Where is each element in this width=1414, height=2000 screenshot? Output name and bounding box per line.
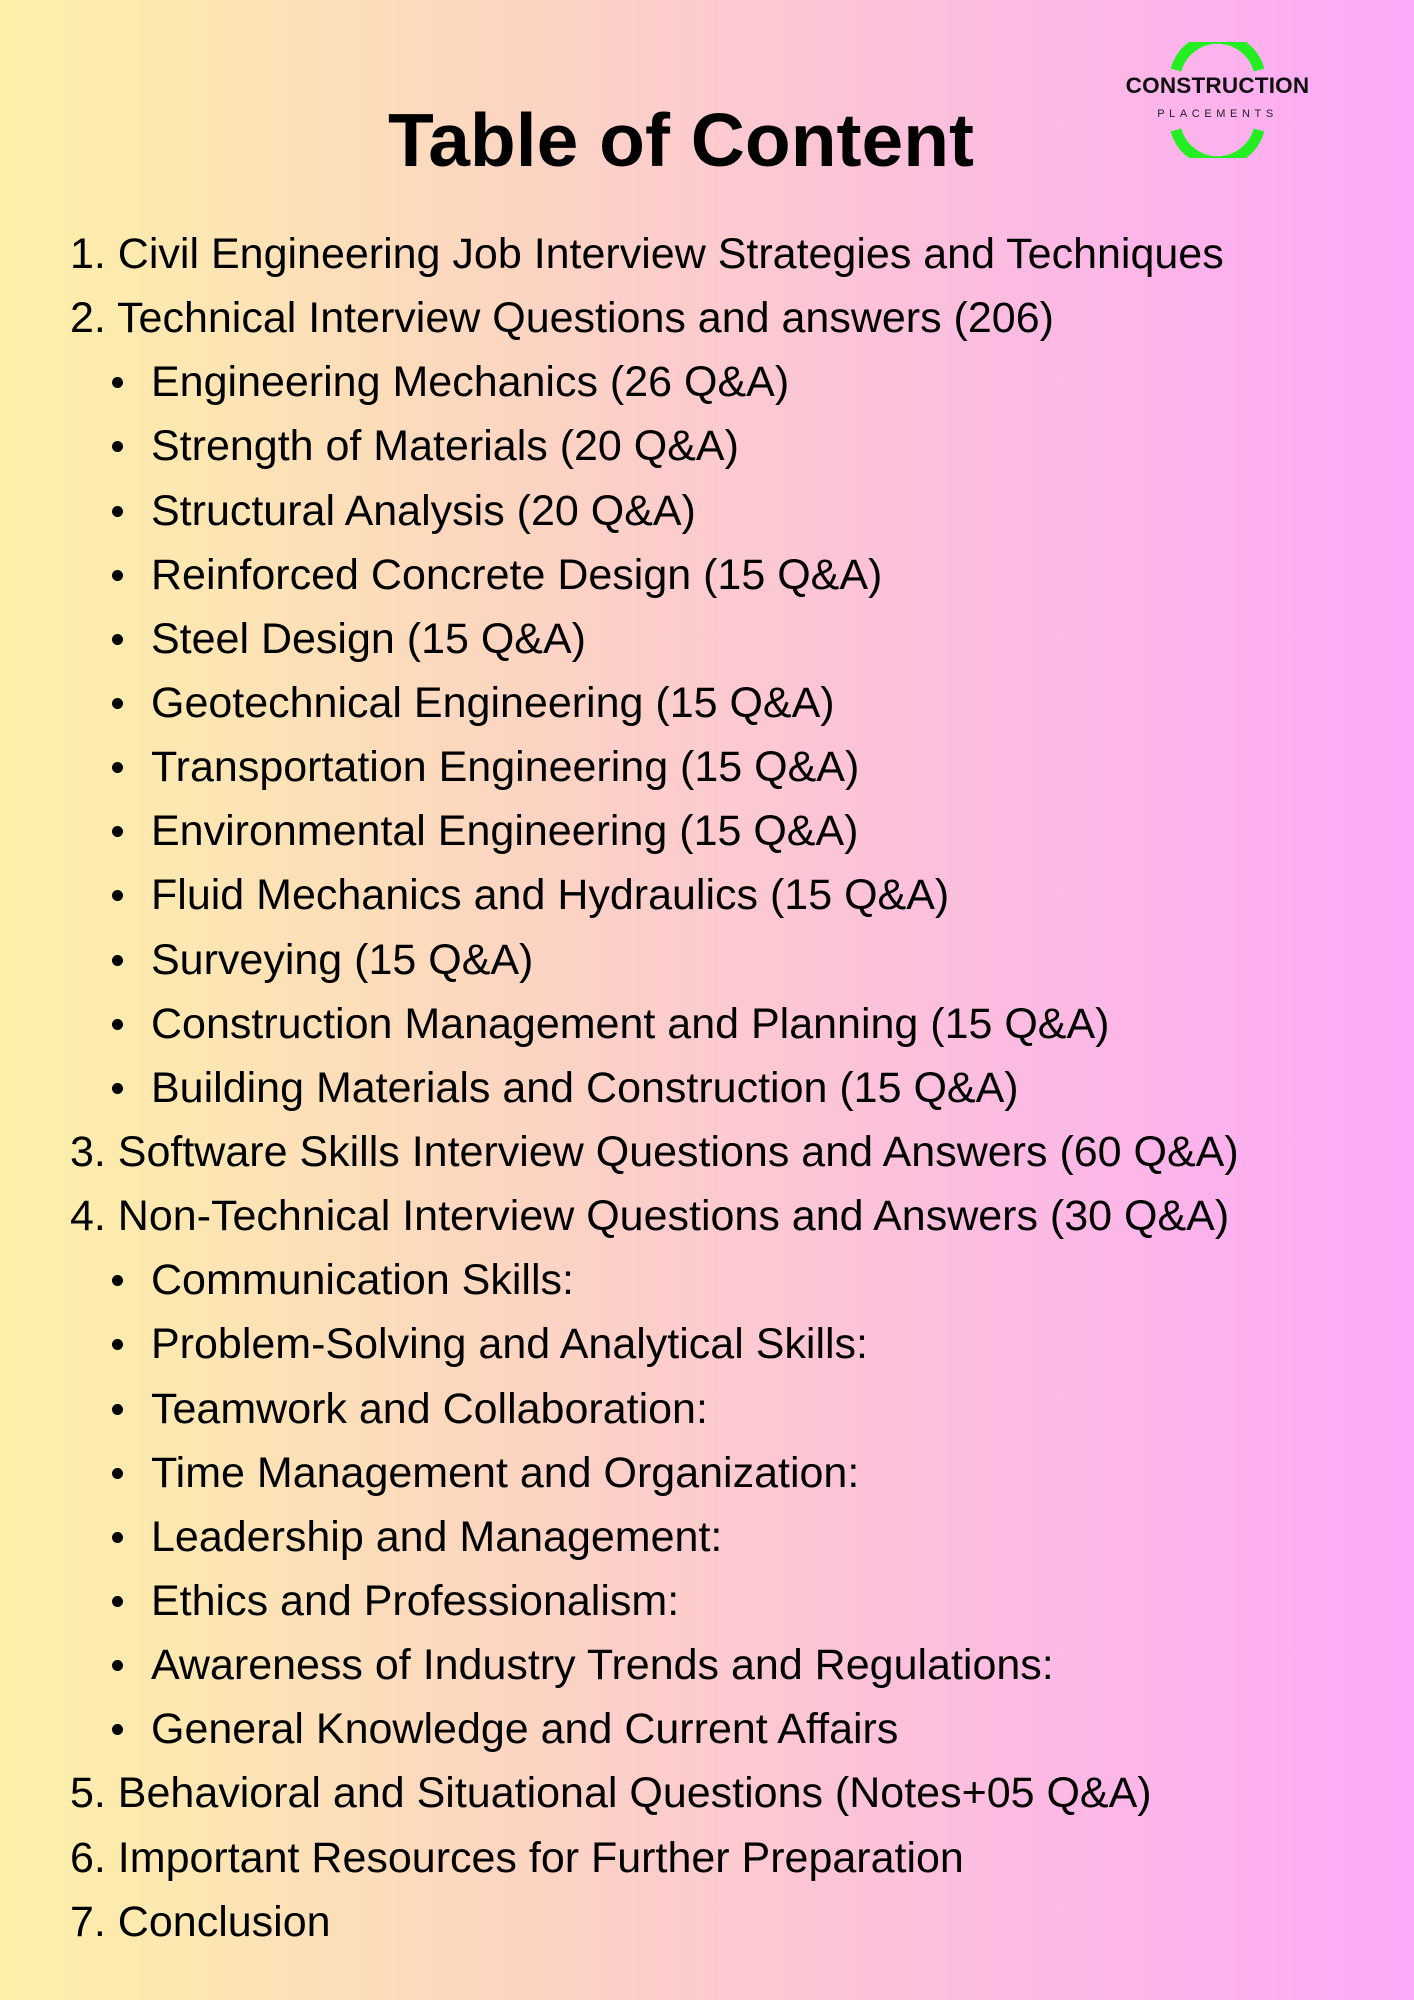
bullet-icon	[112, 634, 123, 645]
toc-item-4: 4. Non-Technical Interview Questions and Answers (30 Q&A)	[70, 1192, 1230, 1241]
toc-subitem-label: Environmental Engineering (15 Q&A)	[151, 807, 859, 856]
toc-subitem-label: Reinforced Concrete Design (15 Q&A)	[151, 550, 883, 599]
bullet-icon	[112, 1724, 123, 1735]
bullet-icon	[112, 1532, 123, 1543]
table-of-contents	[70, 222, 1400, 1954]
toc-subitem	[70, 928, 1400, 992]
toc-subitem-label: Structural Analysis (20 Q&A)	[151, 486, 696, 535]
toc-subitem-label: Fluid Mechanics and Hydraulics (15 Q&A)	[151, 871, 950, 920]
toc-item-6: 6. Important Resources for Further Preparation	[70, 1833, 964, 1882]
bullet-icon	[112, 1275, 123, 1286]
bullet-icon	[112, 762, 123, 773]
toc-subitem	[70, 1569, 1400, 1633]
bullet-icon	[112, 955, 123, 966]
toc-subitem-label: Geotechnical Engineering (15 Q&A)	[151, 678, 835, 727]
toc-subitem	[70, 1505, 1400, 1569]
toc-subitem	[70, 671, 1400, 735]
toc-subitem-label: General Knowledge and Current Affairs	[151, 1705, 899, 1754]
bullet-icon	[112, 570, 123, 581]
toc-subitem	[70, 735, 1400, 799]
logo-name: CONSTRUCTION	[1125, 73, 1310, 98]
toc-subitem-label: Time Management and Organization:	[151, 1448, 860, 1497]
toc-subitem-label: Strength of Materials (20 Q&A)	[151, 422, 739, 471]
toc-subitem	[70, 1056, 1400, 1120]
toc-subitem-label: Transportation Engineering (15 Q&A)	[151, 743, 860, 792]
toc-item-7: 7. Conclusion	[70, 1897, 331, 1946]
toc-subitem	[70, 543, 1400, 607]
bullet-icon	[112, 1019, 123, 1030]
toc-subitem	[70, 1697, 1400, 1761]
bullet-icon	[112, 1083, 123, 1094]
toc-subitem-label: Communication Skills:	[151, 1256, 574, 1305]
toc-subitem	[70, 1441, 1400, 1505]
bullet-icon	[112, 1404, 123, 1415]
toc-subitem-label: Ethics and Professionalism:	[151, 1576, 680, 1625]
bullet-icon	[112, 890, 123, 901]
toc-subitem	[70, 1377, 1400, 1441]
toc-subitem-label: Steel Design (15 Q&A)	[151, 614, 586, 663]
toc-subitem	[70, 992, 1400, 1056]
toc-subitem	[70, 1312, 1400, 1376]
construction-placements-logo	[1105, 42, 1330, 158]
toc-subitem-label: Teamwork and Collaboration:	[151, 1384, 708, 1433]
toc-item-1: 1. Civil Engineering Job Interview Strategies and Techniques	[70, 230, 1224, 278]
toc-subitem-label: Awareness of Industry Trends and Regulations:	[151, 1641, 1054, 1690]
bullet-icon	[112, 441, 123, 452]
toc-subitem-label: Leadership and Management:	[151, 1512, 723, 1561]
toc-subitem	[70, 350, 1400, 414]
toc-item-3: 3. Software Skills Interview Questions and Answers (60 Q&A)	[70, 1127, 1239, 1176]
toc-subitem-label: Surveying (15 Q&A)	[151, 935, 534, 984]
bullet-icon	[112, 1596, 123, 1607]
toc-item-5: 5. Behavioral and Situational Questions (Notes+05 Q&A)	[70, 1769, 1152, 1818]
toc-item-2: 2. Technical Interview Questions and answers (206)	[70, 294, 1054, 343]
logo-ring-icon	[1165, 42, 1270, 158]
bullet-icon	[112, 826, 123, 837]
toc-subitem	[70, 1633, 1400, 1697]
page-title: Table of Content	[387, 98, 975, 182]
logo-subtitle: PLACEMENTS	[1157, 108, 1278, 120]
toc-subitem	[70, 799, 1400, 863]
toc-subitem	[70, 607, 1400, 671]
toc-subitem	[70, 414, 1400, 478]
toc-subitem-label: Building Materials and Construction (15 Q&A)	[151, 1063, 1019, 1112]
bullet-icon	[112, 506, 123, 517]
toc-subitem-label: Engineering Mechanics (26 Q&A)	[151, 358, 790, 407]
toc-subitem	[70, 479, 1400, 543]
toc-subitem-label: Problem-Solving and Analytical Skills:	[151, 1320, 868, 1369]
bullet-icon	[112, 698, 123, 709]
bullet-icon	[112, 1468, 123, 1479]
toc-subitem-label: Construction Management and Planning (15 Q&A)	[151, 999, 1110, 1048]
toc-subitem	[70, 1248, 1400, 1312]
bullet-icon	[112, 1660, 123, 1671]
toc-subitem	[70, 863, 1400, 927]
bullet-icon	[112, 377, 123, 388]
bullet-icon	[112, 1339, 123, 1350]
